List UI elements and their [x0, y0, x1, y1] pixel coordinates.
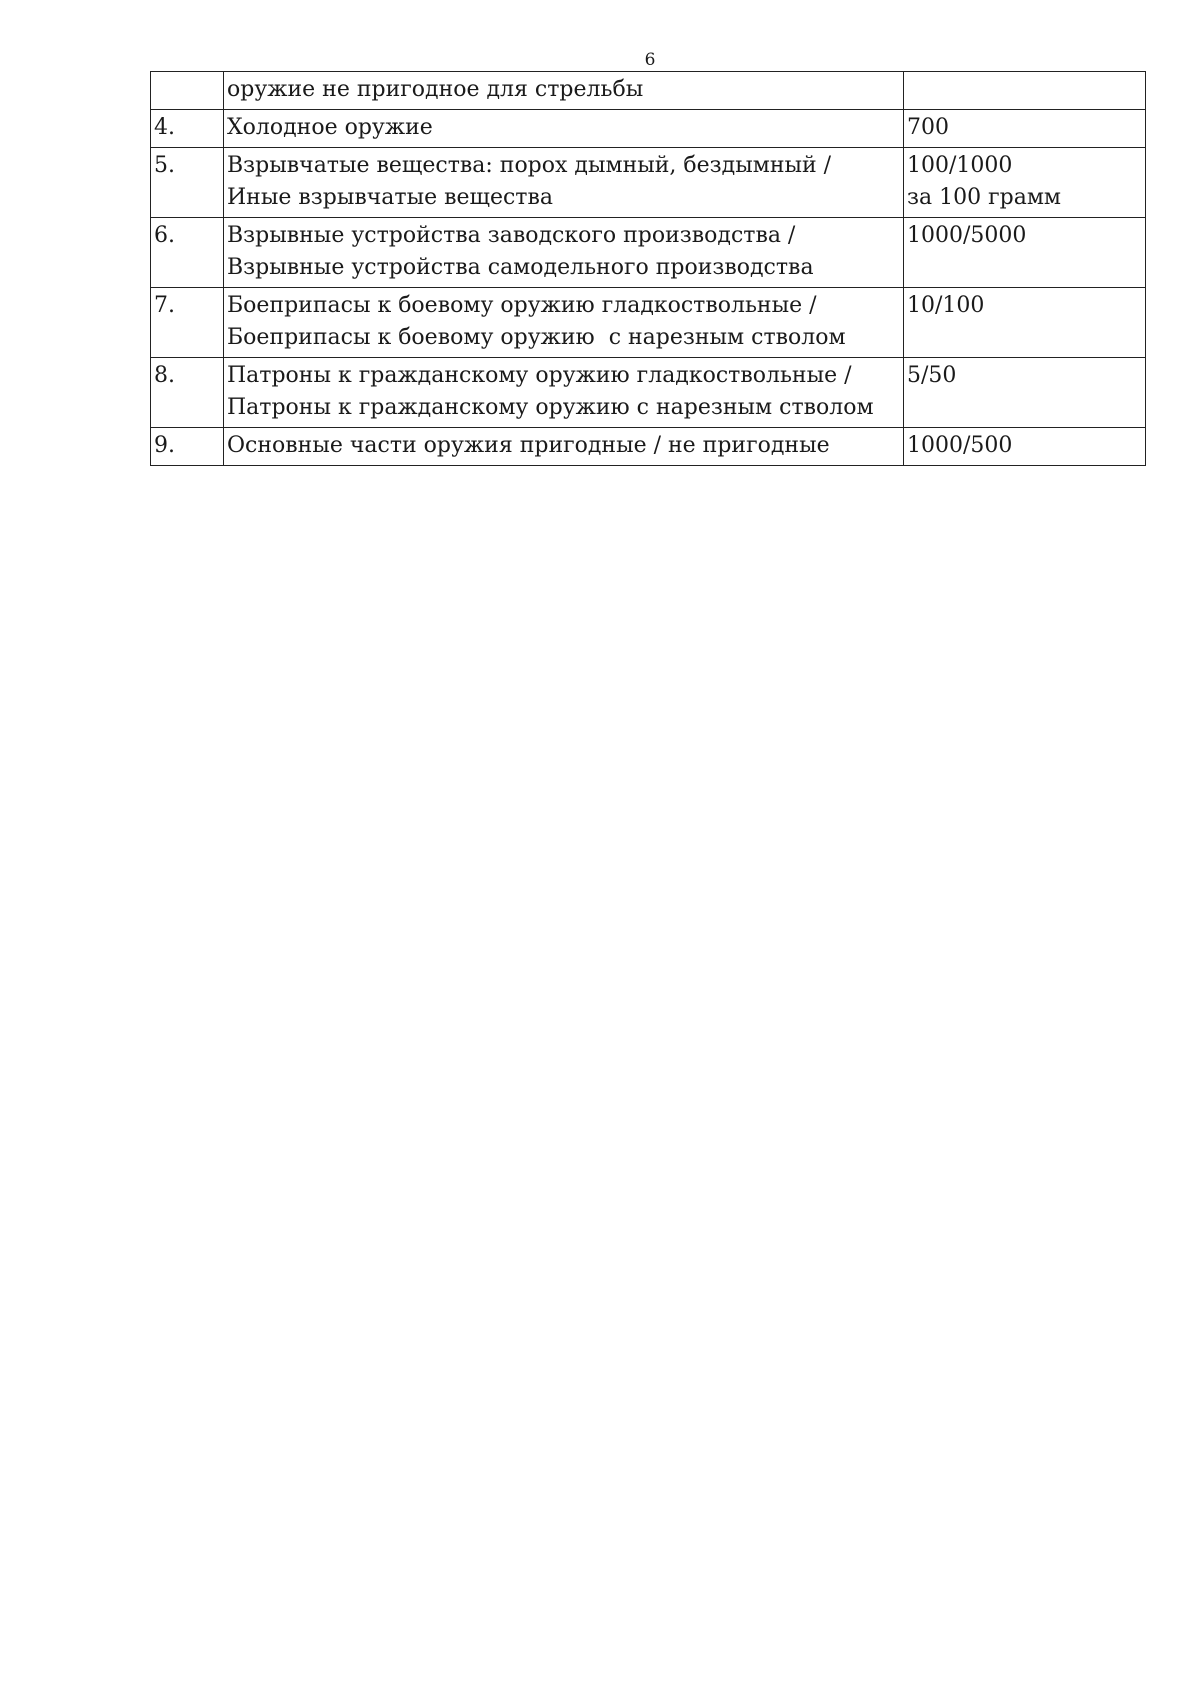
item-name-line: Патроны к гражданскому оружию гладкоствольные / — [227, 363, 852, 388]
item-name-line: Патроны к гражданскому оружию с нарезным стволом — [227, 395, 874, 420]
table-row — [151, 72, 1146, 110]
table-row — [151, 288, 1146, 358]
row-number-cell: 7. — [151, 288, 224, 358]
price-line: 5/50 — [907, 363, 957, 388]
price-unit-line: за 100 грамм — [907, 185, 1062, 210]
item-name-cell — [224, 72, 904, 110]
price-cell — [904, 148, 1146, 218]
price-cell — [904, 428, 1146, 466]
price-cell — [904, 288, 1146, 358]
table-row — [151, 148, 1146, 218]
item-name-cell — [224, 218, 904, 288]
item-name-cell — [224, 148, 904, 218]
item-name-cell — [224, 288, 904, 358]
table-row — [151, 428, 1146, 466]
price-line: 1000/5000 — [907, 223, 1027, 248]
item-name-line: Взрывные устройства самодельного производства — [227, 255, 814, 280]
row-number-cell — [151, 72, 224, 110]
row-number-cell: 8. — [151, 358, 224, 428]
item-name-cell — [224, 358, 904, 428]
price-line: 10/100 — [907, 293, 985, 318]
price-cell — [904, 358, 1146, 428]
row-number-cell: 6. — [151, 218, 224, 288]
table-row — [151, 110, 1146, 148]
price-table — [150, 71, 1146, 466]
row-number-cell: 9. — [151, 428, 224, 466]
price-cell — [904, 218, 1146, 288]
item-name-line: Основные части оружия пригодные / не пригодные — [227, 433, 830, 458]
item-name-cell — [224, 428, 904, 466]
price-line: 100/1000 — [907, 153, 1013, 178]
item-name-line: Боеприпасы к боевому оружию гладкоствольные / — [227, 293, 817, 318]
item-name-line: Взрывные устройства заводского производства / — [227, 223, 796, 248]
row-number-cell: 4. — [151, 110, 224, 148]
page-number: 6 — [644, 50, 656, 70]
item-name-line: Холодное оружие — [227, 115, 433, 140]
row-number-cell: 5. — [151, 148, 224, 218]
item-name-line: оружие не пригодное для стрельбы — [227, 77, 644, 102]
item-name-line: Боеприпасы к боевому оружию с нарезным стволом — [227, 325, 846, 350]
item-name-line: Взрывчатые вещества: порох дымный, бездымный / — [227, 153, 832, 178]
table-row — [151, 358, 1146, 428]
item-name-line: Иные взрывчатые вещества — [227, 185, 553, 210]
price-line: 1000/500 — [907, 433, 1013, 458]
item-name-cell — [224, 110, 904, 148]
table-row — [151, 218, 1146, 288]
price-line: 700 — [907, 115, 949, 140]
price-cell — [904, 110, 1146, 148]
price-cell — [904, 72, 1146, 110]
